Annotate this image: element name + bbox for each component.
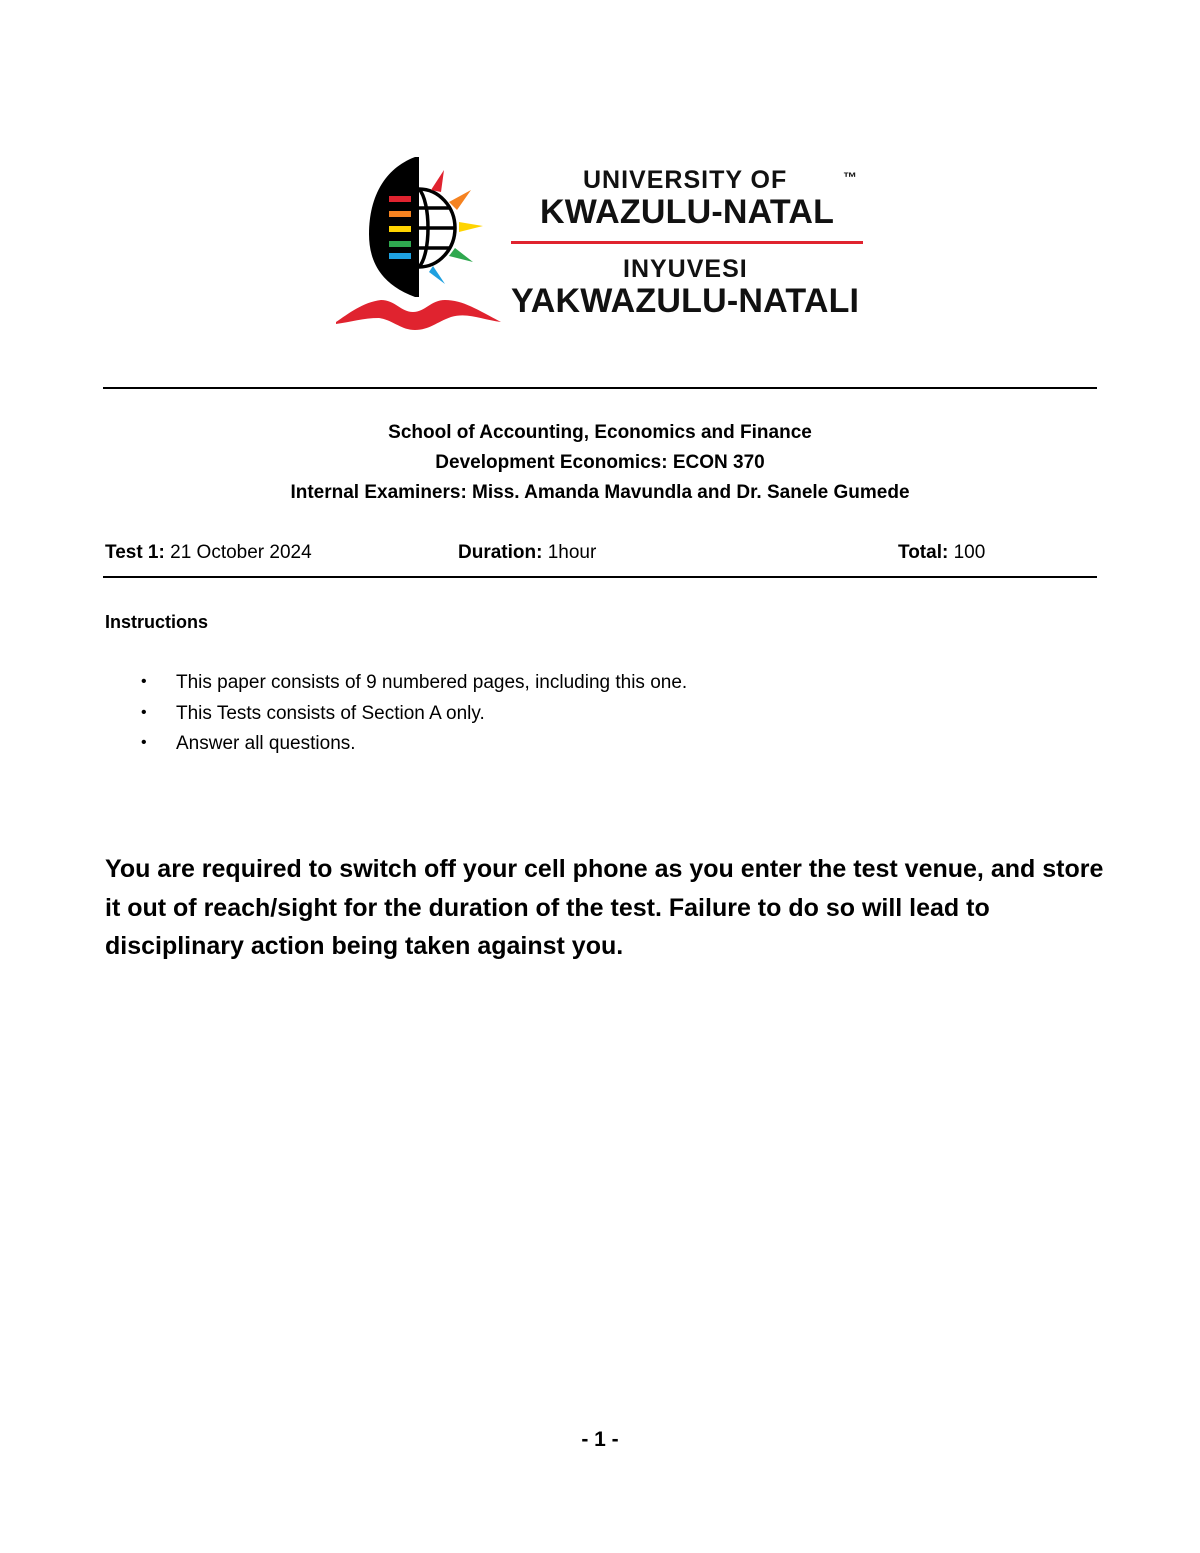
instructions-list bbox=[105, 670, 1005, 762]
instruction-text: Answer all questions. bbox=[176, 733, 356, 754]
logo-line-kwazulu-natal: KWAZULU-NATAL bbox=[540, 193, 835, 231]
total-value: 100 bbox=[953, 542, 986, 563]
test-info bbox=[105, 542, 312, 564]
emblem-ray-green bbox=[449, 248, 473, 262]
instruction-text: This Tests consists of Section A only. bbox=[176, 702, 485, 724]
page-number: - 1 - bbox=[581, 1428, 619, 1451]
duration-value: 1hour bbox=[547, 542, 597, 563]
list-item bbox=[105, 731, 1005, 762]
university-logo bbox=[333, 152, 873, 334]
total-label: Total: bbox=[898, 542, 949, 563]
logo-line-university-of: UNIVERSITY OF bbox=[583, 166, 788, 194]
bullet-icon: • bbox=[141, 734, 147, 751]
duration-label: Duration: bbox=[458, 542, 543, 563]
emblem-bar-yellow bbox=[389, 226, 411, 232]
module-name: Development Economics: ECON 370 bbox=[435, 452, 765, 473]
emblem-bar-orange bbox=[389, 211, 411, 217]
emblem-wave bbox=[336, 300, 501, 330]
total-info bbox=[898, 542, 985, 564]
list-item bbox=[105, 670, 1005, 701]
instructions-heading: Instructions bbox=[105, 612, 209, 632]
emblem-ray-orange bbox=[449, 190, 471, 210]
cell-phone-warning: You are required to switch off your cell phone as you enter the test venue, and store it out of reach/sight for the duration of the test. Failure to do so will lead to disciplinary action being taken against you. bbox=[105, 855, 1104, 960]
test-label: Test 1: bbox=[105, 542, 165, 563]
emblem-ray-blue bbox=[429, 266, 445, 284]
internal-examiners: Internal Examiners: Miss. Amanda Mavundla and Dr. Sanele Gumede bbox=[290, 482, 910, 503]
emblem-bar-red bbox=[389, 196, 411, 202]
instruction-text: This paper consists of 9 numbered pages, including this one. bbox=[176, 672, 688, 693]
emblem-ray-yellow bbox=[459, 222, 483, 232]
emblem-bar-green bbox=[389, 241, 411, 247]
duration-info bbox=[458, 542, 596, 564]
logo-trademark: ™ bbox=[843, 169, 857, 185]
school-name: School of Accounting, Economics and Finance bbox=[388, 422, 812, 443]
header-top-rule bbox=[103, 387, 1097, 389]
bullet-icon: • bbox=[141, 673, 147, 690]
test-date: 21 October 2024 bbox=[170, 542, 312, 563]
bullet-icon: • bbox=[141, 703, 147, 721]
emblem-ray-red bbox=[431, 170, 444, 192]
list-item bbox=[105, 701, 1005, 732]
logo-line-yakwazulu-natali: YAKWAZULU-NATALI bbox=[511, 282, 860, 320]
emblem-bar-blue bbox=[389, 253, 411, 259]
header-bottom-rule bbox=[103, 576, 1097, 578]
logo-divider bbox=[511, 241, 863, 244]
ukzn-emblem-icon bbox=[333, 152, 503, 334]
logo-wordmark bbox=[508, 152, 873, 334]
logo-line-inyuvesi: INYUVESI bbox=[623, 255, 748, 283]
